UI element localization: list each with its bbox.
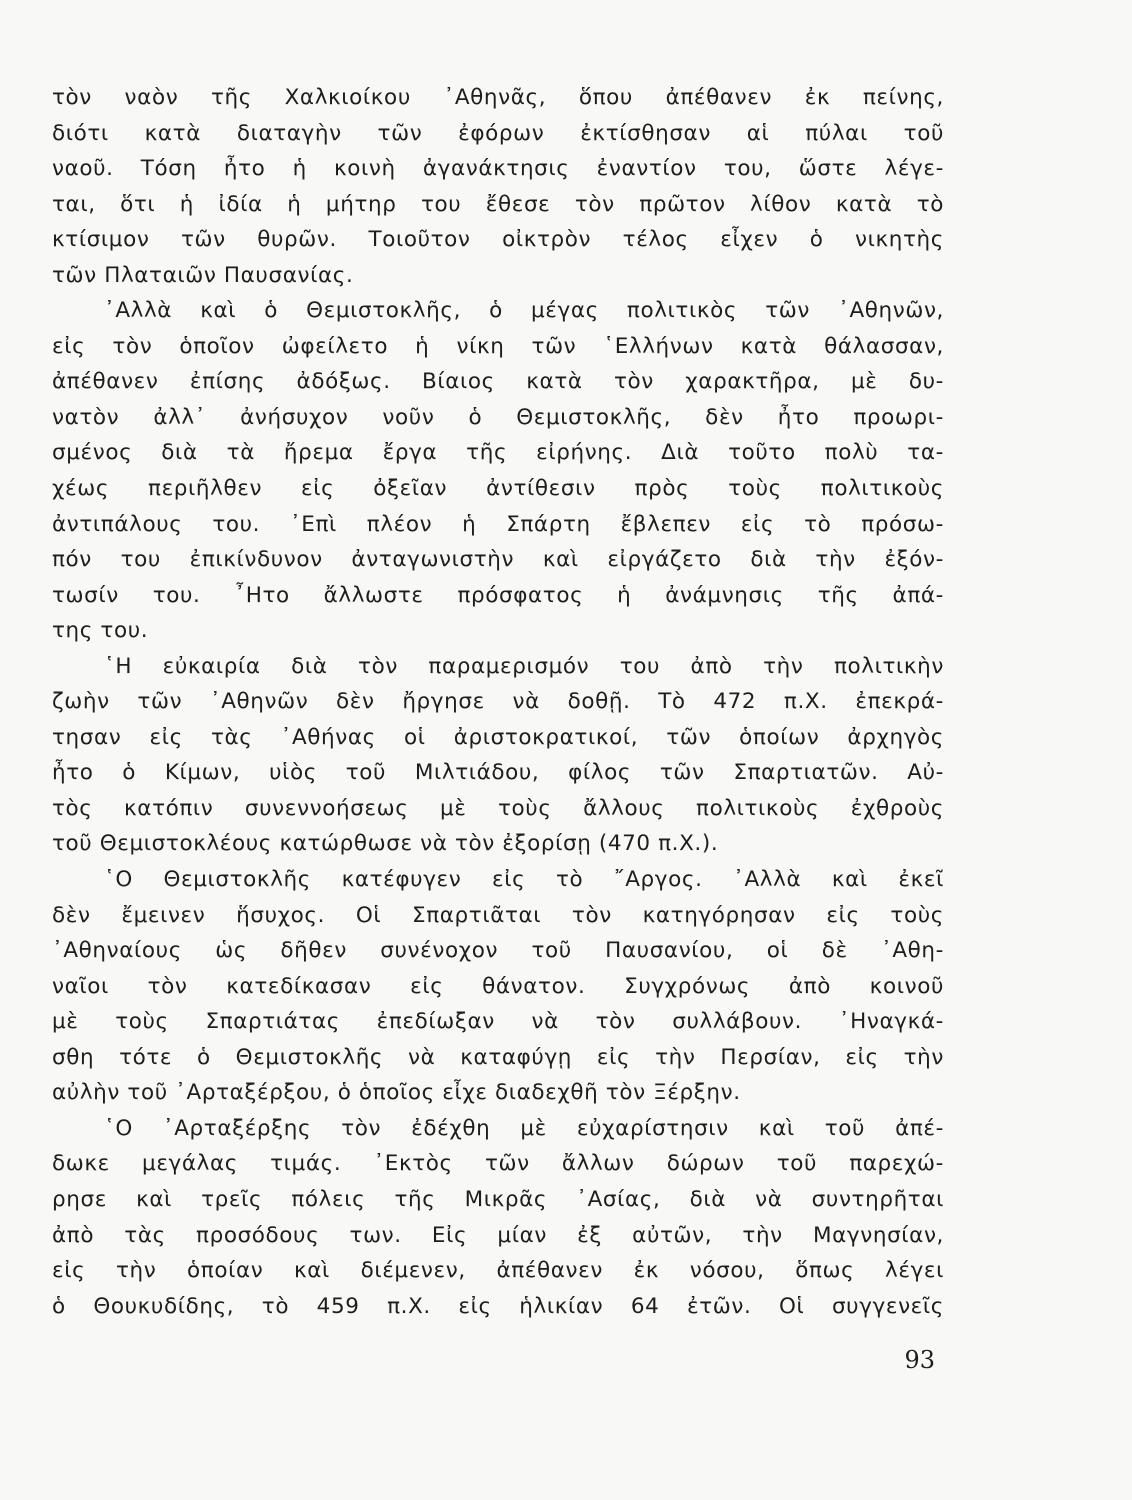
text-line: πόν του ἐπικίνδυνον ἀνταγωνιστὴν καὶ εἰργάζετο διὰ τὴν ἐξόν- <box>52 547 944 573</box>
text-line: δωκε μεγάλας τιμάς. ᾿Εκτὸς τῶν ἄλλων δώρων τοῦ παρεχώ- <box>52 1151 944 1177</box>
text-line: ναοῦ. Τόση ἦτο ἡ κοινὴ ἀγανάκτησις ἐναντίον του, ὥστε λέγε- <box>52 156 944 182</box>
text-line: εἰς τὴν ὁποίαν καὶ διέμενεν, ἀπέθανεν ἐκ νόσου, ὅπως λέγει <box>52 1258 944 1284</box>
text-line: τῶν Πλαταιῶν Παυσανίας. <box>52 262 354 288</box>
text-line: σθη τότε ὁ Θεμιστοκλῆς νὰ καταφύγῃ εἰς τὴν Περσίαν, εἰς τὴν <box>52 1044 944 1070</box>
text-line: τησαν εἰς τὰς ᾿Αθήνας οἱ ἀριστοκρατικοί, τῶν ὁποίων ἀρχηγὸς <box>52 724 944 750</box>
text-line: ῾Ο Θεμιστοκλῆς κατέφυγεν εἰς τὸ ῎Αργος. ᾿Αλλὰ καὶ ἐκεῖ <box>104 867 944 893</box>
text-line: μὲ τοὺς Σπαρτιάτας ἐπεδίωξαν νὰ τὸν συλλάβουν. ᾿Ηναγκά- <box>52 1009 944 1035</box>
page-number: 93 <box>904 1346 935 1374</box>
text-line: ῾Η εὐκαιρία διὰ τὸν παραμερισμόν του ἀπὸ τὴν πολιτικὴν <box>104 653 944 679</box>
text-line: χέως περιῆλθεν εἰς ὀξεῖαν ἀντίθεσιν πρὸς τοὺς πολιτικοὺς <box>52 476 944 502</box>
text-line: της του. <box>52 618 149 644</box>
text-line: τοῦ Θεμιστοκλέους κατώρθωσε νὰ τὸν ἐξορίσῃ (470 π.Χ.). <box>52 831 719 857</box>
text-line: ἀπὸ τὰς προσόδους των. Εἰς μίαν ἐξ αὐτῶν, τὴν Μαγνησίαν, <box>52 1222 944 1248</box>
text-line: ρησε καὶ τρεῖς πόλεις τῆς Μικρᾶς ᾿Ασίας, διὰ νὰ συντηρῆται <box>52 1186 944 1212</box>
text-line: κτίσιμον τῶν θυρῶν. Τοιοῦτον οἰκτρὸν τέλος εἶχεν ὁ νικητὴς <box>52 227 944 253</box>
text-line: τὸν ναὸν τῆς Χαλκιοίκου ᾿Αθηνᾶς, ὅπου ἀπέθανεν ἐκ πείνης, <box>52 85 944 110</box>
text-line: σμένος διὰ τὰ ἤρεμα ἔργα τῆς εἰρήνης. Διὰ τοῦτο πολὺ τα- <box>52 440 944 466</box>
text-line: τὸς κατόπιν συνεννοήσεως μὲ τοὺς ἄλλους πολιτικοὺς ἐχθροὺς <box>52 795 944 821</box>
text-line: ται, ὅτι ἡ ἰδία ἡ μήτηρ του ἔθεσε τὸν πρῶτον λίθον κατὰ τὸ <box>52 191 944 217</box>
text-line: δὲν ἔμεινεν ἥσυχος. Οἱ Σπαρτιᾶται τὸν κατηγόρησαν εἰς τοὺς <box>52 902 944 928</box>
text-line: ναῖοι τὸν κατεδίκασαν εἰς θάνατον. Συγχρόνως ἀπὸ κοινοῦ <box>52 973 944 999</box>
text-line: ζωὴν τῶν ᾿Αθηνῶν δὲν ἤργησε νὰ δοθῇ. Τὸ 472 π.Χ. ἐπεκρά- <box>52 689 944 715</box>
body-text <box>52 80 944 1324</box>
text-line: ᾿Αλλὰ καὶ ὁ Θεμιστοκλῆς, ὁ μέγας πολιτικὸς τῶν ᾿Αθηνῶν, <box>104 298 944 324</box>
text-line: ἀπέθανεν ἐπίσης ἀδόξως. Βίαιος κατὰ τὸν χαρακτῆρα, μὲ δυ- <box>52 369 944 395</box>
text-line: ᾿Αθηναίους ὡς δῆθεν συνένοχον τοῦ Παυσανίου, οἱ δὲ ᾿Αθη- <box>52 938 944 964</box>
text-line: εἰς τὸν ὁποῖον ὠφείλετο ἡ νίκη τῶν ῾Ελλήνων κατὰ θάλασσαν, <box>52 333 944 359</box>
text-line: ἀντιπάλους του. ᾿Επὶ πλέον ἡ Σπάρτη ἔβλεπεν εἰς τὸ πρόσω- <box>52 511 944 537</box>
text-line: ἦτο ὁ Κίμων, υἱὸς τοῦ Μιλτιάδου, φίλος τῶν Σπαρτιατῶν. Αὐ- <box>52 760 944 786</box>
text-line: τωσίν του. ῏Ητο ἄλλωστε πρόσφατος ἡ ἀνάμνησις τῆς ἀπά- <box>52 582 944 608</box>
text-line: νατὸν ἀλλ᾿ ἀνήσυχον νοῦν ὁ Θεμιστοκλῆς, δὲν ἦτο προωρι- <box>52 404 944 430</box>
text-line: ὁ Θουκυδίδης, τὸ 459 π.Χ. εἰς ἡλικίαν 64 ἐτῶν. Οἱ συγγενεῖς <box>52 1293 944 1319</box>
text-line: αὐλὴν τοῦ ᾿Αρταξέρξου, ὁ ὁποῖος εἶχε διαδεχθῆ τὸν Ξέρξην. <box>52 1080 741 1106</box>
text-line: ῾Ο ᾿Αρταξέρξης τὸν ἐδέχθη μὲ εὐχαρίστησιν καὶ τοῦ ἀπέ- <box>104 1115 944 1141</box>
text-line: διότι κατὰ διαταγὴν τῶν ἐφόρων ἐκτίσθησαν αἱ πύλαι τοῦ <box>52 120 944 146</box>
